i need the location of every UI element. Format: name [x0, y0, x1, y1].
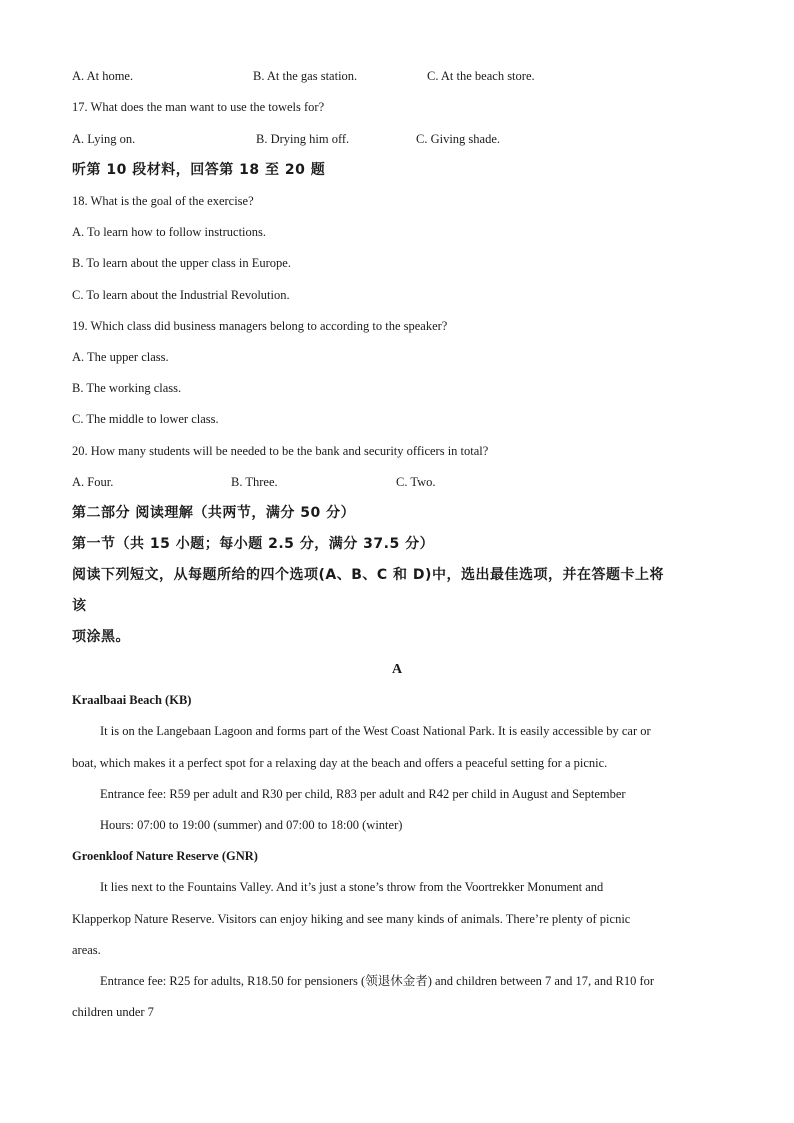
q16-option-a: A. At home.: [72, 69, 134, 83]
kb-desc-line1: It is on the Langebaan Lagoon and forms part of the West Coast National Park. It is easily accessible by car or: [100, 724, 651, 738]
q16-option-b: B. At the gas station.: [253, 69, 358, 83]
passage-letter: A: [391, 662, 403, 677]
gnr-fee-line2: children under 7: [72, 1005, 154, 1019]
kb-fee: Entrance fee: R59 per adult and R30 per child, R83 per adult and R42 per child in August and September: [100, 787, 626, 801]
q20-options: [0, 474, 794, 490]
q16-options: [0, 68, 794, 84]
kb-hours: Hours: 07:00 to 19:00 (summer) and 07:00 to 18:00 (winter): [100, 818, 403, 832]
gnr-desc-line3: areas.: [72, 943, 101, 957]
section1-header: 第一节（共 15 小题；每小题 2.5 分，满分 37.5 分）: [72, 536, 435, 552]
q18-option-a: A. To learn how to follow instructions.: [72, 225, 267, 239]
instructions-line3: 项涂黑。: [72, 629, 130, 645]
kb-desc-line2: boat, which makes it a perfect spot for a relaxing day at the beach and offers a peaceful setting for a picnic.: [72, 756, 608, 770]
q17-question: 17. What does the man want to use the towels for?: [72, 100, 325, 114]
kb-title: Kraalbaai Beach (KB): [72, 693, 192, 707]
q18-option-b: B. To learn about the upper class in Europe.: [72, 256, 291, 270]
q17-option-c: C. Giving shade.: [416, 132, 501, 146]
gnr-fee-line1: Entrance fee: R25 for adults, R18.50 for pensioners (领退休金者) and children between 7 and 17, and R10 for: [100, 974, 655, 988]
gnr-title: Groenkloof Nature Reserve (GNR): [72, 849, 258, 863]
q16-option-c: C. At the beach store.: [427, 69, 535, 83]
gnr-desc-line2: Klapperkop Nature Reserve. Visitors can enjoy hiking and see many kinds of animals. There’re plenty of picnic: [72, 912, 631, 926]
q18-option-c: C. To learn about the Industrial Revolution.: [72, 288, 290, 302]
q19-question: 19. Which class did business managers belong to according to the speaker?: [72, 319, 448, 333]
q19-option-b: B. The working class.: [72, 381, 182, 395]
q17-option-a: A. Lying on.: [72, 132, 136, 146]
q19-option-a: A. The upper class.: [72, 350, 169, 364]
q18-question: 18. What is the goal of the exercise?: [72, 194, 254, 208]
q20-option-a: A. Four.: [72, 475, 114, 489]
q20-option-b: B. Three.: [231, 475, 278, 489]
instructions-line2: 该: [72, 598, 87, 614]
q17-options: [0, 131, 794, 147]
instructions-line1: 阅读下列短文，从每题所给的四个选项(A、B、C 和 D)中，选出最佳选项，并在答题卡上将: [72, 567, 664, 583]
q19-option-c: C. The middle to lower class.: [72, 412, 219, 426]
section10-header: 听第 10 段材料，回答第 18 至 20 题: [72, 162, 326, 178]
gnr-desc-line1: It lies next to the Fountains Valley. And it’s just a stone’s throw from the Voortrekker Monument and: [100, 880, 604, 894]
q20-question: 20. How many students will be needed to be the bank and security officers in total?: [72, 444, 489, 458]
q17-option-b: B. Drying him off.: [256, 132, 350, 146]
part2-header: 第二部分 阅读理解（共两节，满分 50 分）: [72, 505, 356, 521]
q20-option-c: C. Two.: [396, 475, 436, 489]
